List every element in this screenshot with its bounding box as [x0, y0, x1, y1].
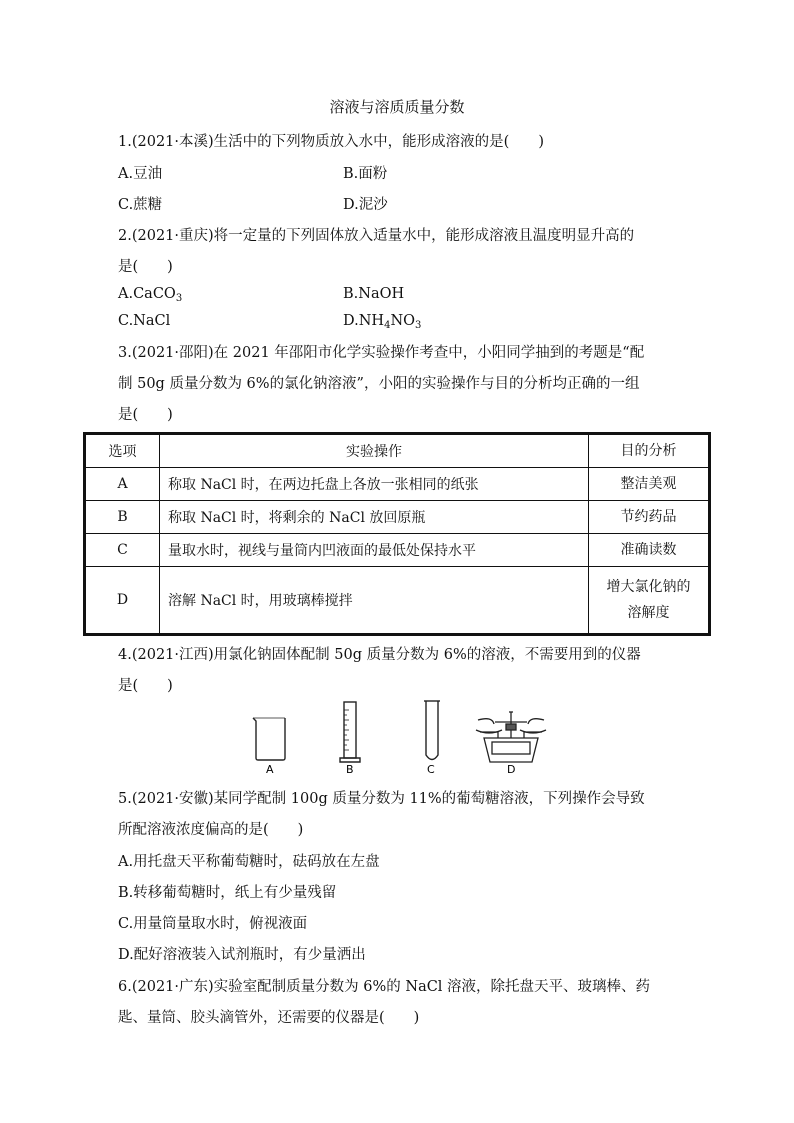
q5-stem-line1: 5.(2021·安徽)某同学配制 100g 质量分数为 11%的葡萄糖溶液，下列操作会导致: [118, 791, 645, 807]
row-purpose: 准确读数: [589, 534, 710, 567]
row-option: B: [85, 501, 160, 534]
table-header-row: [85, 434, 710, 468]
graduated-cylinder-icon: [340, 702, 360, 762]
row-purpose: 整洁美观: [589, 468, 710, 501]
row-purpose: 节约药品: [589, 501, 710, 534]
q1-option-c: C.蔗糖: [118, 197, 163, 213]
row-option: C: [85, 534, 160, 567]
label-c: C: [427, 763, 435, 776]
page-title: 溶液与溶质质量分数: [329, 98, 465, 116]
row-operation: 溶解 NaCl 时，用玻璃棒搅拌: [160, 567, 589, 635]
q3-stem-line3: 是( ): [118, 407, 173, 423]
row-operation: 称取 NaCl 时，在两边托盘上各放一张相同的纸张: [160, 468, 589, 501]
q4-apparatus-figure: [240, 698, 560, 780]
test-tube-icon: [424, 701, 440, 760]
q5-option-a: A.用托盘天平称葡萄糖时，砝码放在左盘: [118, 854, 380, 870]
table-row: [85, 501, 710, 534]
row-purpose: 增大氯化钠的 溶解度: [589, 567, 710, 635]
label-b: B: [346, 763, 354, 776]
label-a: A: [266, 763, 274, 776]
q5-option-c: C.用量筒量取水时，俯视液面: [118, 916, 308, 932]
q3-stem-line1: 3.(2021·邵阳)在 2021 年邵阳市化学实验操作考查中，小阳同学抽到的考题是“配: [118, 345, 645, 361]
q4-stem-line2: 是( ): [118, 678, 173, 694]
table-row: [85, 468, 710, 501]
q5-stem-line2: 所配溶液浓度偏高的是( ): [118, 822, 304, 838]
row-operation: 称取 NaCl 时，将剩余的 NaCl 放回原瓶: [160, 501, 589, 534]
q6-stem-line2: 匙、量筒、胶头滴管外，还需要的仪器是( ): [118, 1010, 420, 1026]
header-operation: 实验操作: [160, 434, 589, 468]
q2-option-a: A.CaCO$_3$: [118, 286, 183, 304]
q2-option-d: $D.NH_4NO_3$: [343, 313, 422, 331]
row-operation: 量取水时，视线与量筒内凹液面的最低处保持水平: [160, 534, 589, 567]
q2-option-b: B.NaOH: [343, 286, 405, 302]
q1-stem: 1.(2021·本溪)生活中的下列物质放入水中，能形成溶液的是( ): [118, 134, 544, 150]
q1-option-b: B.面粉: [343, 166, 388, 182]
q2-stem-line1: 2.(2021·重庆)将一定量的下列固体放入适量水中，能形成溶液且温度明显升高的: [118, 228, 635, 244]
row-option: A: [85, 468, 160, 501]
q5-option-b: B.转移葡萄糖时，纸上有少量残留: [118, 885, 337, 901]
q1-option-d: D.泥沙: [343, 197, 388, 213]
q4-stem-line1: 4.(2021·江西)用氯化钠固体配制 50g 质量分数为 6%的溶液，不需要用到的仪器: [118, 647, 641, 663]
balance-icon: [476, 712, 546, 762]
header-purpose: 目的分析: [589, 434, 710, 468]
label-d: D: [507, 763, 516, 776]
q1-option-a: A.豆油: [118, 166, 163, 182]
header-option: 选项: [85, 434, 160, 468]
q2-option-c: C.NaCl: [118, 313, 171, 329]
table-row: [85, 567, 710, 635]
q6-stem-line1: 6.(2021·广东)实验室配制质量分数为 6%的 NaCl 溶液，除托盘天平、玻璃棒、药: [118, 979, 651, 995]
q3-stem-line2: 制 50g 质量分数为 6%的氯化钠溶液”，小阳的实验操作与目的分析均正确的一组: [118, 376, 640, 392]
q2-stem-line2: 是( ): [118, 259, 173, 275]
table-row: [85, 534, 710, 567]
q5-option-d: D.配好溶液装入试剂瓶时，有少量洒出: [118, 947, 366, 963]
beaker-icon: [253, 718, 285, 760]
q3-table: [83, 432, 711, 636]
row-option: D: [85, 567, 160, 635]
